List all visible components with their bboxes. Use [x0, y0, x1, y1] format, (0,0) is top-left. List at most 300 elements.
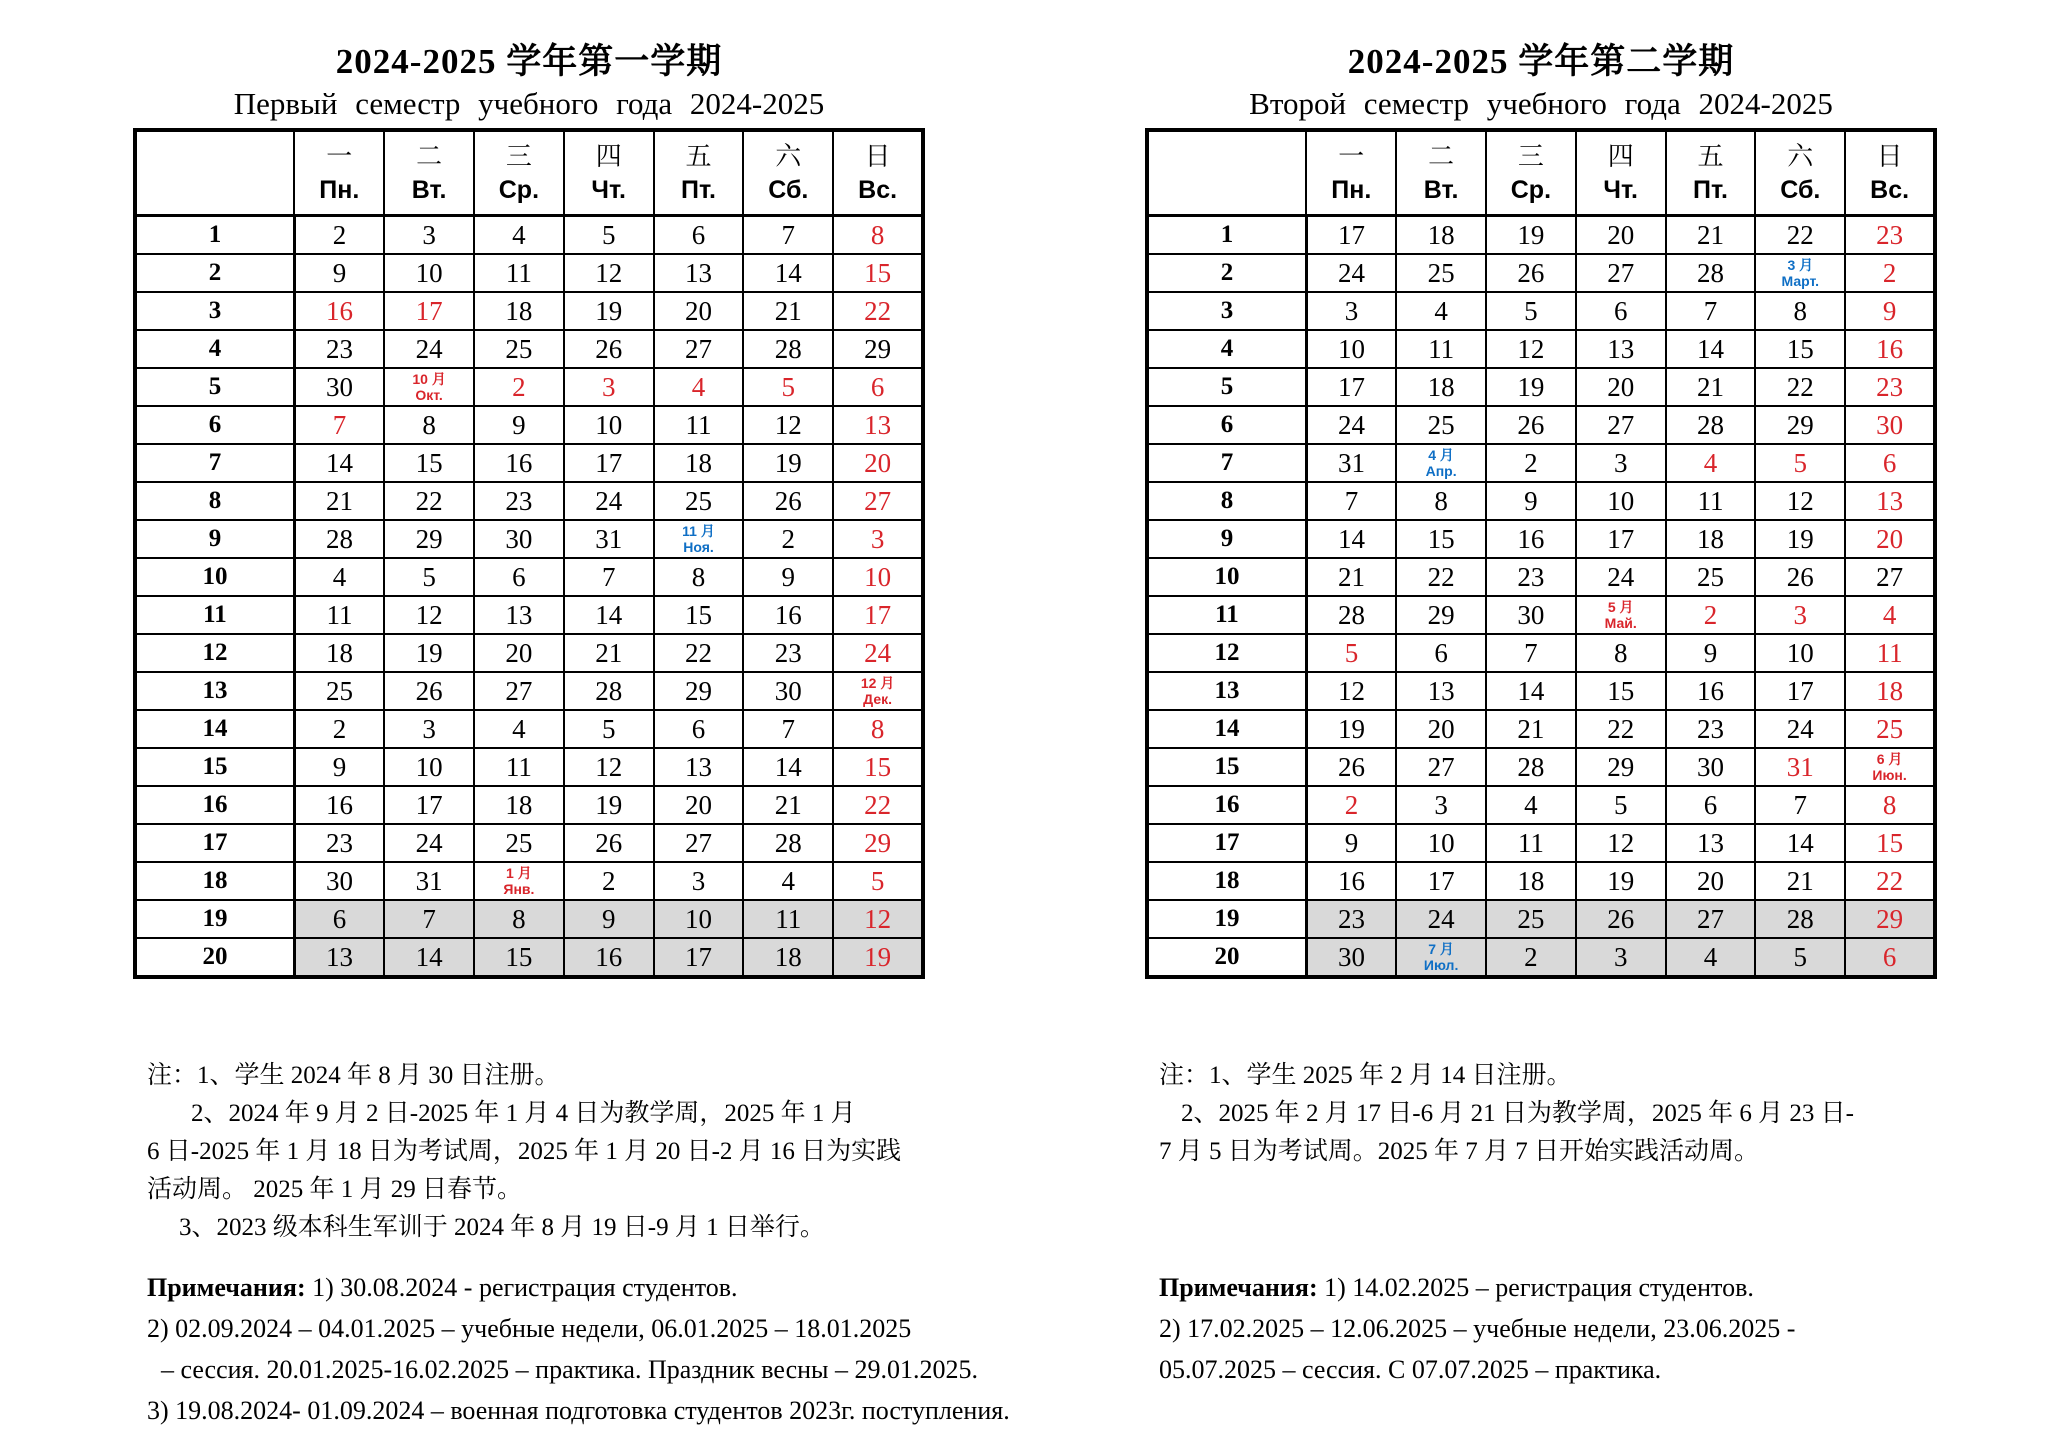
day-cell: 19 [1306, 710, 1396, 748]
day-header-ru: Чт. [591, 176, 626, 204]
week-number-cell: 15 [135, 748, 294, 786]
day-cell: 29 [833, 824, 923, 862]
day-cell: 10 [1306, 330, 1396, 368]
day-cell: 11 [743, 900, 833, 938]
day-cell: 14 [1755, 824, 1845, 862]
day-cell: 12 [564, 748, 654, 786]
week-number-cell: 13 [135, 672, 294, 710]
day-cell: 17 [1306, 216, 1396, 255]
day-header-zh: 四 [1607, 142, 1634, 171]
day-cell: 26 [1755, 558, 1845, 596]
corner-cell [135, 130, 294, 216]
week-row [1147, 900, 1935, 938]
day-cell: 25 [474, 824, 564, 862]
day-cell: 8 [1396, 482, 1486, 520]
day-cell: 7 [294, 406, 384, 444]
day-cell: 9 [474, 406, 564, 444]
day-cell: 29 [1396, 596, 1486, 634]
day-cell: 22 [384, 482, 474, 520]
day-cell: 5 [833, 862, 923, 900]
day-cell: 3 [833, 520, 923, 558]
day-cell: 24 [384, 824, 474, 862]
day-cell: 15 [1576, 672, 1666, 710]
day-cell: 27 [1576, 254, 1666, 292]
day-cell: 26 [384, 672, 474, 710]
day-cell: 5 [564, 710, 654, 748]
note-line: 6 日-2025 年 1 月 18 日为考试周，2025 年 1 月 20 日-2 月 16 日为实践 [147, 1138, 902, 1165]
day-cell: 21 [1666, 368, 1756, 406]
day-cell: 4 [1396, 292, 1486, 330]
day-cell: 6 [833, 368, 923, 406]
day-header-ru: Пн. [1331, 176, 1372, 204]
day-cell: 11 [294, 596, 384, 634]
week-row [1147, 292, 1935, 330]
day-cell: 4 [1486, 786, 1576, 824]
day-cell: 23 [1666, 710, 1756, 748]
week-row [135, 938, 923, 977]
day-header-cell [1755, 130, 1845, 216]
day-cell: 5 [1306, 634, 1396, 672]
day-cell: 22 [1755, 216, 1845, 255]
day-cell: 5 [1755, 444, 1845, 482]
day-cell: 24 [564, 482, 654, 520]
day-cell: 13 [1396, 672, 1486, 710]
day-cell: 29 [654, 672, 744, 710]
month-label-zh: 12 月 [860, 675, 895, 691]
month-label-zh: 1 月 [506, 865, 532, 881]
day-cell: 23 [1845, 368, 1935, 406]
day-cell: 27 [833, 482, 923, 520]
day-cell: 7 [1755, 786, 1845, 824]
day-cell: 18 [1486, 862, 1576, 900]
day-header-ru: Ср. [498, 176, 540, 204]
day-cell: 26 [564, 330, 654, 368]
day-cell: 12 [743, 406, 833, 444]
day-cell: 27 [1666, 900, 1756, 938]
week-row [1147, 216, 1935, 255]
day-cell: 8 [1576, 634, 1666, 672]
day-cell: 16 [564, 938, 654, 977]
month-label-ru: Янв. [503, 881, 535, 897]
note-line: 2、2024 年 9 月 2 日-2025 年 1 月 4 日为教学周，2025 年 1 月 [191, 1100, 856, 1127]
week-number-cell: 17 [135, 824, 294, 862]
day-cell: 23 [294, 824, 384, 862]
day-cell: 11 [1486, 824, 1576, 862]
week-number-cell: 10 [135, 558, 294, 596]
day-cell: 9 [1845, 292, 1935, 330]
week-number-cell: 15 [1147, 748, 1306, 786]
day-cell: 8 [384, 406, 474, 444]
week-row [1147, 558, 1935, 596]
day-cell: 12 [833, 900, 923, 938]
day-header-ru: Чт. [1603, 176, 1638, 204]
day-cell: 19 [1486, 216, 1576, 255]
day-cell: 22 [1755, 368, 1845, 406]
month-label-zh: 11 月 [682, 523, 715, 539]
day-cell: 26 [1306, 748, 1396, 786]
note-line: 注：1、学生 2024 年 8 月 30 日注册。 [147, 1062, 560, 1089]
week-number-cell: 20 [1147, 938, 1306, 977]
day-cell: 31 [564, 520, 654, 558]
day-cell: 27 [1845, 558, 1935, 596]
day-cell: 10 [384, 254, 474, 292]
month-label-zh: 5 月 [1607, 599, 1634, 615]
week-number-cell: 1 [135, 216, 294, 255]
day-cell: 18 [474, 786, 564, 824]
day-cell: 13 [294, 938, 384, 977]
day-cell: 21 [743, 786, 833, 824]
day-cell: 28 [1306, 596, 1396, 634]
day-cell: 29 [384, 520, 474, 558]
day-cell: 4 [743, 862, 833, 900]
week-number-cell: 20 [135, 938, 294, 977]
day-cell: 7 [1666, 292, 1756, 330]
day-header-ru: Вс. [858, 176, 898, 204]
week-number-cell: 16 [135, 786, 294, 824]
day-cell: 17 [1755, 672, 1845, 710]
day-cell: 9 [743, 558, 833, 596]
day-cell: 16 [1666, 672, 1756, 710]
day-cell: 19 [564, 786, 654, 824]
day-cell: 8 [1845, 786, 1935, 824]
week-row [135, 672, 923, 710]
week-row [1147, 672, 1935, 710]
week-row [135, 444, 923, 482]
day-cell: 30 [474, 520, 564, 558]
day-cell: 19 [833, 938, 923, 977]
day-cell: 2 [1306, 786, 1396, 824]
day-cell: 11 [1666, 482, 1756, 520]
day-cell: 2 [294, 710, 384, 748]
week-row [1147, 634, 1935, 672]
month-label-zh: 10 月 [412, 371, 446, 387]
day-cell: 10 [833, 558, 923, 596]
day-cell: 10 [384, 748, 474, 786]
day-cell: 15 [654, 596, 744, 634]
week-row [135, 254, 923, 292]
day-cell: 29 [1576, 748, 1666, 786]
day-cell: 21 [1306, 558, 1396, 596]
week-row [1147, 938, 1935, 977]
day-cell: 14 [564, 596, 654, 634]
day-cell: 3 [1576, 938, 1666, 977]
week-row [135, 748, 923, 786]
day-cell: 9 [1306, 824, 1396, 862]
week-number-cell: 12 [135, 634, 294, 672]
week-number-cell: 4 [135, 330, 294, 368]
day-cell: 30 [294, 862, 384, 900]
week-row [135, 520, 923, 558]
day-cell: 14 [743, 748, 833, 786]
day-header-ru: Вс. [1870, 176, 1910, 204]
day-header-cell [1666, 130, 1756, 216]
day-cell: 20 [833, 444, 923, 482]
day-cell: 10 [1396, 824, 1486, 862]
week-row [135, 482, 923, 520]
week-number-cell: 2 [1147, 254, 1306, 292]
day-cell: 30 [1306, 938, 1396, 977]
day-cell: 16 [294, 786, 384, 824]
day-header-cell [654, 130, 744, 216]
day-cell: 6 [1845, 938, 1935, 977]
day-cell: 20 [1576, 368, 1666, 406]
day-cell: 10 [654, 900, 744, 938]
week-number-cell: 19 [135, 900, 294, 938]
week-number-cell: 19 [1147, 900, 1306, 938]
day-cell: 13 [1666, 824, 1756, 862]
day-cell: 9 [1486, 482, 1576, 520]
day-cell: 12 [384, 596, 474, 634]
week-row [135, 862, 923, 900]
week-row [1147, 482, 1935, 520]
day-cell: 31 [384, 862, 474, 900]
day-cell: 16 [474, 444, 564, 482]
month-label-ru: Июл. [1423, 957, 1459, 973]
calendar-table-first-semester [133, 128, 925, 979]
week-row [135, 330, 923, 368]
day-cell: 4 [294, 558, 384, 596]
note-line: 3) 19.08.2024- 01.09.2024 – военная подготовка студентов 2023г. поступления. [147, 1396, 1010, 1425]
notes-lead-label: Примечания: [1159, 1273, 1318, 1302]
day-cell: 14 [743, 254, 833, 292]
day-cell: 27 [654, 330, 744, 368]
day-cell: 19 [384, 634, 474, 672]
week-row [1147, 330, 1935, 368]
day-header-zh: 六 [1787, 142, 1814, 171]
note-line: 活动周。 2025 年 1 月 29 日春节。 [147, 1176, 523, 1203]
day-cell: 4 [1845, 596, 1935, 634]
day-cell: 7 [743, 216, 833, 255]
day-cell: 12 [1486, 330, 1576, 368]
week-row [135, 216, 923, 255]
day-cell: 23 [1486, 558, 1576, 596]
day-cell: 23 [474, 482, 564, 520]
week-row [135, 634, 923, 672]
day-cell: 18 [1396, 216, 1486, 255]
day-cell: 17 [654, 938, 744, 977]
day-cell: 2 [564, 862, 654, 900]
day-cell: 10 [1755, 634, 1845, 672]
day-cell: 28 [294, 520, 384, 558]
day-cell: 15 [1396, 520, 1486, 558]
day-cell: 28 [1666, 254, 1756, 292]
day-header-cell [1396, 130, 1486, 216]
week-row [135, 596, 923, 634]
day-cell: 14 [384, 938, 474, 977]
day-cell: 3 [384, 710, 474, 748]
day-cell: 12 [1306, 672, 1396, 710]
week-number-cell: 18 [1147, 862, 1306, 900]
day-cell: 26 [1576, 900, 1666, 938]
day-cell: 8 [833, 710, 923, 748]
day-cell: 3 [384, 216, 474, 255]
day-cell: 24 [1306, 254, 1396, 292]
week-number-cell: 3 [1147, 292, 1306, 330]
day-cell: 17 [384, 786, 474, 824]
week-number-cell: 17 [1147, 824, 1306, 862]
day-header-ru: Пт. [1693, 176, 1728, 204]
day-cell: 17 [1576, 520, 1666, 558]
day-cell: 15 [833, 254, 923, 292]
day-cell: 9 [294, 254, 384, 292]
day-cell: 20 [1576, 216, 1666, 255]
day-cell: 27 [474, 672, 564, 710]
day-cell: 15 [384, 444, 474, 482]
week-number-cell: 5 [1147, 368, 1306, 406]
day-cell: 17 [1396, 862, 1486, 900]
day-cell: 13 [833, 406, 923, 444]
day-cell: 22 [833, 786, 923, 824]
week-row [135, 786, 923, 824]
day-cell: 20 [654, 292, 744, 330]
week-row [1147, 368, 1935, 406]
day-cell: 5 [1576, 786, 1666, 824]
day-cell: 2 [474, 368, 564, 406]
day-cell: 12 [1755, 482, 1845, 520]
month-start-cell [833, 672, 923, 710]
day-header-ru: Сб. [768, 176, 809, 204]
day-cell: 25 [1845, 710, 1935, 748]
week-row [1147, 748, 1935, 786]
day-cell: 21 [564, 634, 654, 672]
day-header-cell [384, 130, 474, 216]
day-cell: 22 [1576, 710, 1666, 748]
day-cell: 15 [1845, 824, 1935, 862]
note-line: – сессия. 20.01.2025-16.02.2025 – практика. Праздник весны – 29.01.2025. [161, 1355, 978, 1384]
day-cell: 25 [294, 672, 384, 710]
day-header-ru: Вт. [1423, 176, 1459, 204]
semester2-title-ru: Второй семестр учебного года 2024-2025 [1249, 86, 1833, 121]
day-cell: 6 [654, 710, 744, 748]
note-line: 05.07.2025 – сессия. С 07.07.2025 – практика. [1159, 1355, 1662, 1384]
week-row [1147, 520, 1935, 558]
day-cell: 7 [1486, 634, 1576, 672]
day-cell: 8 [474, 900, 564, 938]
day-cell: 29 [1755, 406, 1845, 444]
semester-first [133, 0, 1010, 1431]
day-cell: 16 [294, 292, 384, 330]
day-header-zh: 四 [595, 142, 622, 171]
notes-first-semester [133, 1057, 1010, 1431]
day-header-zh: 六 [775, 142, 802, 171]
week-row [1147, 824, 1935, 862]
day-cell: 18 [1845, 672, 1935, 710]
notes-lead-label: Примечания: [147, 1273, 306, 1302]
day-cell: 8 [654, 558, 744, 596]
day-cell: 23 [1306, 900, 1396, 938]
day-cell: 30 [1845, 406, 1935, 444]
day-cell: 19 [564, 292, 654, 330]
day-cell: 24 [1755, 710, 1845, 748]
month-label-ru: Май. [1604, 615, 1637, 631]
month-start-cell [384, 368, 474, 406]
day-cell: 7 [1306, 482, 1396, 520]
day-cell: 4 [474, 216, 564, 255]
day-cell: 9 [1666, 634, 1756, 672]
day-cell: 18 [294, 634, 384, 672]
day-header-zh: 三 [1517, 142, 1544, 171]
week-row [135, 292, 923, 330]
week-number-cell: 13 [1147, 672, 1306, 710]
day-cell: 6 [474, 558, 564, 596]
day-cell: 4 [1666, 938, 1756, 977]
day-cell: 31 [1306, 444, 1396, 482]
day-cell: 5 [564, 216, 654, 255]
day-header-zh: 五 [1697, 142, 1724, 171]
day-cell: 20 [474, 634, 564, 672]
day-cell: 28 [1755, 900, 1845, 938]
week-row [1147, 710, 1935, 748]
month-start-cell [1845, 748, 1935, 786]
day-header-zh: 五 [685, 142, 712, 171]
month-label-ru: Окт. [415, 387, 443, 403]
day-cell: 30 [294, 368, 384, 406]
day-header-ru: Вт. [411, 176, 447, 204]
day-cell: 17 [564, 444, 654, 482]
day-cell: 27 [1396, 748, 1486, 786]
day-cell: 24 [833, 634, 923, 672]
day-cell: 30 [1666, 748, 1756, 786]
day-cell: 22 [1845, 862, 1935, 900]
day-cell: 6 [1666, 786, 1756, 824]
day-header-cell [294, 130, 384, 216]
day-cell: 3 [654, 862, 744, 900]
day-cell: 22 [833, 292, 923, 330]
day-cell: 6 [1845, 444, 1935, 482]
day-cell: 17 [833, 596, 923, 634]
day-cell: 21 [294, 482, 384, 520]
day-cell: 19 [1755, 520, 1845, 558]
note-line: Примечания: 1) 30.08.2024 - регистрация студентов. [147, 1273, 738, 1302]
day-cell: 20 [1666, 862, 1756, 900]
day-header-cell [833, 130, 923, 216]
day-cell: 6 [1576, 292, 1666, 330]
day-cell: 17 [1306, 368, 1396, 406]
day-cell: 11 [474, 748, 564, 786]
day-header-zh: 二 [416, 142, 443, 171]
day-cell: 9 [294, 748, 384, 786]
day-cell: 15 [474, 938, 564, 977]
day-cell: 5 [1755, 938, 1845, 977]
day-cell: 7 [743, 710, 833, 748]
semester2-title-zh: 2024-2025 学年第二学期 [1347, 42, 1735, 81]
day-cell: 22 [1396, 558, 1486, 596]
day-cell: 5 [1486, 292, 1576, 330]
day-header-zh: 二 [1428, 142, 1455, 171]
day-cell: 6 [294, 900, 384, 938]
week-number-cell: 7 [135, 444, 294, 482]
day-cell: 30 [1486, 596, 1576, 634]
day-cell: 25 [1486, 900, 1576, 938]
day-cell: 11 [1396, 330, 1486, 368]
day-header-cell [743, 130, 833, 216]
day-cell: 18 [1666, 520, 1756, 558]
day-cell: 15 [833, 748, 923, 786]
day-cell: 3 [1755, 596, 1845, 634]
day-cell: 11 [474, 254, 564, 292]
day-cell: 28 [564, 672, 654, 710]
day-cell: 25 [1666, 558, 1756, 596]
day-cell: 19 [1576, 862, 1666, 900]
day-cell: 19 [1486, 368, 1576, 406]
day-header-zh: 日 [864, 142, 891, 171]
month-label-ru: Март. [1781, 273, 1820, 289]
day-header-ru: Пн. [319, 176, 360, 204]
day-cell: 26 [1486, 254, 1576, 292]
week-row [135, 900, 923, 938]
week-number-cell: 11 [135, 596, 294, 634]
day-cell: 28 [1666, 406, 1756, 444]
